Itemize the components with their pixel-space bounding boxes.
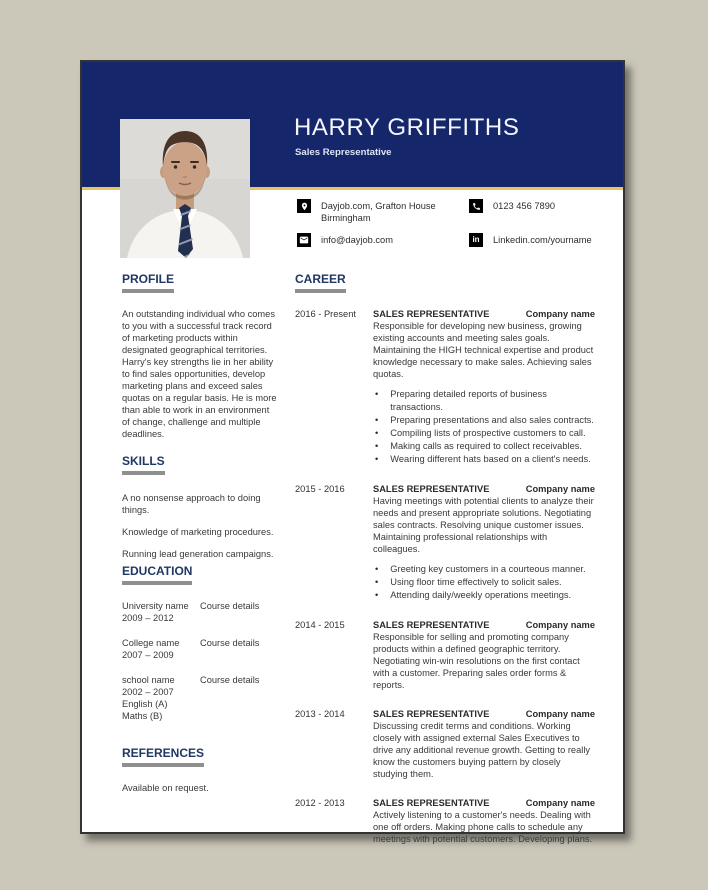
career-title-row: [373, 798, 595, 808]
education-course: Course details: [200, 637, 260, 648]
career-bullet-text: Making calls as required to collect receivables.: [390, 440, 582, 451]
career-bullet: [373, 388, 595, 414]
bullet-icon: •: [375, 440, 379, 451]
section-career: [295, 270, 595, 845]
career-job-title: SALES REPRESENTATIVE: [373, 797, 490, 808]
career-company: Company name: [525, 308, 595, 319]
career-entry-body: [373, 484, 595, 602]
career-title-row: [373, 484, 595, 494]
career-entry-body: [373, 309, 595, 466]
contact-phone-text: 0123 456 7890: [493, 201, 556, 211]
education-school-years: [122, 674, 200, 722]
bullet-icon: •: [375, 427, 379, 438]
career-dates: 2016 - Present: [295, 308, 356, 319]
career-description: Responsible for selling and promoting company products within a defined geographic territory. Negotiating win-win resolutions on the first contact with a customer. Preparing sales order forms & reports.: [373, 631, 580, 690]
section-education: [122, 562, 278, 735]
education-list: [122, 600, 278, 722]
career-description: Responsible for developing new business, growing existing accounts and meeting sales goals. Maintaining the HIGH technical expertise and product knowledge necessary to make sales. Achieving sales quotas.: [373, 320, 594, 379]
education-entry: [122, 600, 278, 624]
career-bullet-text: Using floor time effectively to solicit sales.: [390, 576, 562, 587]
person-name: HARRY GRIFFITHS: [294, 114, 520, 141]
career-description: Actively listening to a customer's needs. Dealing with one off orders. Making phone calls to schedule any meetings with potential customers. Developing plans.: [373, 809, 593, 844]
bullet-icon: •: [375, 453, 379, 464]
career-entry-body: [373, 620, 595, 691]
bullet-icon: •: [375, 414, 379, 425]
profile-heading: PROFILE: [122, 272, 174, 293]
career-bullet: [373, 563, 595, 576]
education-school: College name: [122, 637, 180, 648]
career-description: Discussing credit terms and conditions. Working closely with assigned external Sales Executives to drive any additional revenue growth. Getting to really know the customers buying pattern by closely studying them.: [373, 720, 591, 779]
education-course: Course details: [200, 674, 260, 685]
education-heading: EDUCATION: [122, 564, 192, 585]
contact-address-text: [321, 199, 436, 224]
career-entry: [295, 620, 595, 691]
skills-list: [122, 492, 278, 560]
skill-item: A no nonsense approach to doing things.: [122, 492, 261, 515]
career-description: Having meetings with potential clients to analyze their needs and present appropriate solutions. Negotiating sales contracts. Resolving unique customer issues. Maintaining professional relationships with colleagues.: [373, 495, 594, 554]
career-company: Company name: [525, 708, 595, 719]
education-school: school name: [122, 674, 175, 685]
career-title-row: [373, 620, 595, 630]
bullet-icon: •: [375, 563, 379, 574]
career-job-title: SALES REPRESENTATIVE: [373, 708, 490, 719]
career-entry-body: [373, 709, 595, 780]
references-heading: REFERENCES: [122, 746, 204, 767]
career-bullet-text: Greeting key customers in a courteous manner.: [390, 563, 586, 574]
career-title-row: [373, 709, 595, 719]
career-dates: 2015 - 2016: [295, 483, 345, 494]
career-bullet: [373, 414, 595, 427]
references-text: Available on request.: [122, 782, 209, 793]
section-skills: [122, 452, 278, 570]
career-dates: 2012 - 2013: [295, 797, 345, 808]
career-entry-body: [373, 798, 595, 845]
skill-item: Knowledge of marketing procedures.: [122, 526, 274, 537]
education-grade: English (A): [122, 698, 168, 709]
phone-icon: [469, 199, 483, 213]
career-bullet-text: Preparing detailed reports of business transactions.: [390, 388, 547, 412]
career-bullet-list: [373, 563, 595, 602]
career-bullet-text: Preparing presentations and also sales contracts.: [390, 414, 594, 425]
career-company: Company name: [525, 483, 595, 494]
bullet-icon: •: [375, 576, 379, 587]
career-dates: 2013 - 2014: [295, 708, 345, 719]
career-entry: [295, 798, 595, 845]
contact-email: [297, 233, 393, 247]
career-bullet: [373, 589, 595, 602]
bullet-icon: •: [375, 589, 379, 600]
location-icon: [297, 199, 311, 213]
career-bullet: [373, 427, 595, 440]
education-school: University name: [122, 600, 189, 611]
section-profile: [122, 270, 278, 440]
skills-heading: SKILLS: [122, 454, 165, 475]
career-bullet-text: Wearing different hats based on a client's needs.: [390, 453, 591, 464]
career-bullet-text: Attending daily/weekly operations meetings.: [390, 589, 572, 600]
education-entry: [122, 637, 278, 661]
bullet-icon: •: [375, 388, 379, 399]
career-company: Company name: [525, 619, 595, 630]
education-years: 2009 – 2012: [122, 612, 174, 623]
career-bullet: [373, 440, 595, 453]
email-icon: [297, 233, 311, 247]
contact-address: [297, 199, 436, 224]
career-heading: CAREER: [295, 272, 346, 293]
career-job-title: SALES REPRESENTATIVE: [373, 483, 490, 494]
education-grade: Maths (B): [122, 710, 163, 721]
education-school-years: [122, 600, 200, 624]
career-dates: 2014 - 2015: [295, 619, 345, 630]
career-entry: [295, 709, 595, 780]
career-job-title: SALES REPRESENTATIVE: [373, 308, 490, 319]
contact-address-line1: Dayjob.com, Grafton House: [321, 201, 436, 211]
resume-page: [80, 60, 625, 844]
career-bullet-text: Compiling lists of prospective customers to call.: [390, 427, 586, 438]
career-bullet: [373, 576, 595, 589]
education-years: 2007 – 2009: [122, 649, 174, 660]
education-school-years: [122, 637, 200, 661]
skill-item: Running lead generation campaigns.: [122, 548, 274, 559]
contact-linkedin-text: Linkedin.com/yourname: [493, 235, 592, 245]
education-entry: [122, 674, 278, 722]
career-title-row: [373, 309, 595, 319]
profile-photo: [120, 119, 250, 258]
education-years: 2002 – 2007: [122, 686, 174, 697]
contact-address-line2: Birmingham: [321, 213, 371, 223]
section-references: [122, 744, 278, 794]
career-entry: [295, 309, 595, 466]
person-job-title: Sales Representative: [295, 147, 392, 158]
linkedin-icon: in: [469, 233, 483, 247]
career-bullet: [373, 453, 595, 466]
contact-phone: [469, 199, 555, 213]
education-course: Course details: [200, 600, 260, 611]
career-bullet-list: [373, 388, 595, 466]
career-company: Company name: [525, 797, 595, 808]
profile-text: An outstanding individual who comes to you with a successful track record of marketing products within designated geographical territories. Harry's key strengths lie in her ability to find sales opportunities, develop marketing plans and exceed sales quotas on a regular basis. He is more than able to work in an environment of change, challenge and multiple deadlines.: [122, 308, 277, 439]
career-entry: [295, 484, 595, 602]
contact-linkedin: [469, 233, 592, 247]
contact-email-text: info@dayjob.com: [321, 235, 393, 245]
career-job-title: SALES REPRESENTATIVE: [373, 619, 490, 630]
portrait-illustration: [120, 119, 250, 258]
